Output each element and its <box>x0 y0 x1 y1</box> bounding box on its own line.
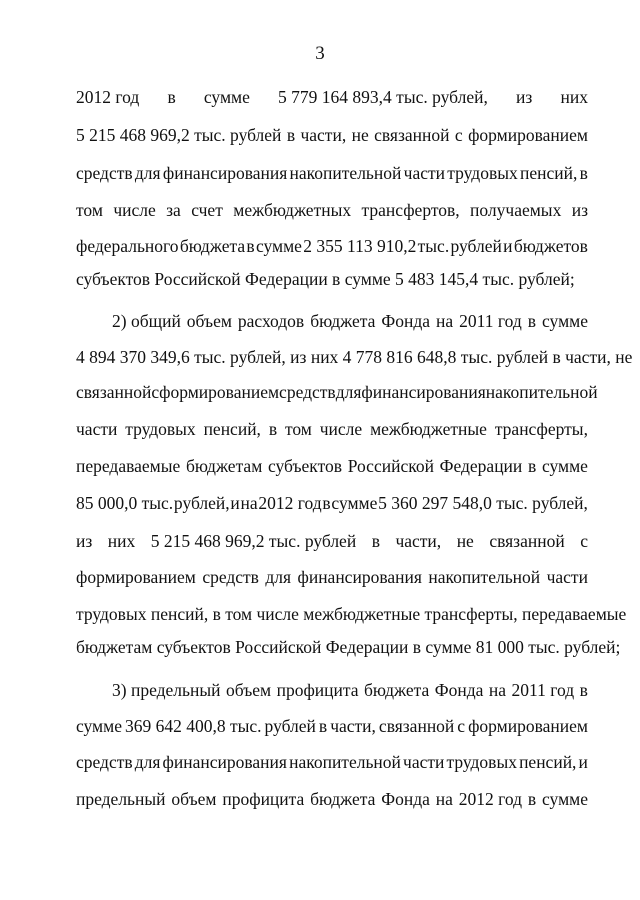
text-line <box>76 636 621 658</box>
text-fragment: рублей, <box>173 493 230 513</box>
text-fragment: объем <box>171 789 217 809</box>
text-fragment: предельный <box>76 789 166 809</box>
text-fragment: с <box>151 382 160 402</box>
text-fragment: трансфертов, <box>361 200 460 220</box>
text-line <box>76 788 588 810</box>
text-fragment: накопительной <box>289 752 401 772</box>
text-fragment: для <box>335 382 362 402</box>
text-fragment: трудовых <box>446 752 517 772</box>
text-fragment: в <box>527 789 537 809</box>
text-fragment: Федерации <box>439 456 523 476</box>
text-fragment: части <box>403 752 445 772</box>
text-fragment: трудовых <box>447 163 518 183</box>
text-fragment: части, <box>330 716 376 736</box>
paragraph-start-line <box>112 310 588 332</box>
text-fragment: с <box>580 531 588 551</box>
text-fragment: средств <box>76 163 133 183</box>
text-fragment: из <box>571 200 588 220</box>
text-fragment: бюджетам субъектов Российской Федерации в сумме 81 000 тыс. рублей; <box>76 637 621 657</box>
text-fragment: на <box>240 493 258 513</box>
text-fragment: средств <box>76 752 133 772</box>
text-fragment: и <box>578 752 588 772</box>
text-fragment: формированием <box>468 125 588 145</box>
text-fragment: 4 894 370 349,6 тыс. рублей, из них 4 778 816 648,8 тыс. рублей в части, не <box>76 347 633 367</box>
text-fragment: связанной <box>378 716 455 736</box>
text-fragment: в <box>246 236 255 256</box>
text-fragment: 5 360 297 548,0 тыс. рублей, <box>378 493 588 513</box>
text-line <box>76 124 588 146</box>
text-fragment: и <box>230 493 240 513</box>
text-fragment: бюджетов <box>513 236 588 256</box>
page-number: 3 <box>315 43 325 64</box>
text-line <box>76 603 627 625</box>
text-fragment: части <box>403 163 446 183</box>
text-fragment: 369 642 400,8 тыс. <box>124 716 262 736</box>
text-line <box>76 162 588 184</box>
text-fragment: для <box>134 163 161 183</box>
text-fragment: 2012 год <box>458 789 523 809</box>
text-fragment: федерального <box>76 236 179 256</box>
text-fragment: расходов <box>237 311 305 331</box>
text-fragment: трудовых <box>125 419 196 439</box>
text-line <box>76 566 588 588</box>
text-line <box>76 86 588 108</box>
text-fragment: 5 215 468 969,2 тыс. рублей <box>76 125 282 145</box>
text-fragment: сумме <box>203 87 250 107</box>
text-fragment: в <box>318 716 328 736</box>
text-fragment: на <box>435 789 453 809</box>
text-fragment: сумме <box>542 789 588 809</box>
text-fragment: за <box>166 200 181 220</box>
text-fragment: в <box>579 680 588 700</box>
text-line <box>76 199 588 221</box>
text-fragment: средств <box>202 567 259 587</box>
text-line <box>76 715 588 737</box>
text-fragment: бюджетам <box>185 456 263 476</box>
text-fragment: финансирования <box>361 382 486 402</box>
text-fragment: в <box>371 531 380 551</box>
text-fragment: на <box>488 680 507 700</box>
text-fragment: связанной <box>76 382 152 402</box>
text-fragment: Фонда <box>381 311 431 331</box>
text-fragment: субъектов <box>267 456 343 476</box>
text-fragment: бюджета <box>179 236 246 256</box>
text-fragment: трудовых пенсий, в том числе межбюджетные трансферты, передаваемые <box>76 604 627 624</box>
text-fragment: 2012 год <box>258 493 322 513</box>
text-line <box>76 346 633 368</box>
text-fragment: 3) предельный <box>112 680 221 700</box>
text-fragment: накопительной <box>485 382 598 402</box>
text-line <box>76 492 588 514</box>
text-fragment: передаваемые <box>76 456 181 476</box>
text-fragment: 2011 год <box>511 680 575 700</box>
text-fragment: части, <box>300 125 347 145</box>
text-fragment: том <box>284 419 312 439</box>
text-fragment: них <box>107 531 136 551</box>
text-fragment: сумме <box>331 493 378 513</box>
text-fragment: накопительной <box>428 567 541 587</box>
text-fragment: для <box>265 567 292 587</box>
text-line <box>76 751 588 773</box>
text-fragment: в <box>286 125 296 145</box>
text-fragment: формированием <box>468 716 588 736</box>
text-fragment: формированием <box>76 567 196 587</box>
text-fragment: 2) общий <box>112 311 181 331</box>
text-fragment: числе <box>319 419 363 439</box>
text-fragment: связанной <box>489 531 565 551</box>
text-fragment: формированием <box>159 382 280 402</box>
text-fragment: для <box>134 752 161 772</box>
text-fragment: и <box>503 236 513 256</box>
text-fragment: части <box>76 419 118 439</box>
text-fragment: не <box>351 125 369 145</box>
text-fragment: получаемых <box>470 200 562 220</box>
text-fragment: пенсий, <box>520 163 578 183</box>
text-fragment: из <box>516 87 533 107</box>
text-fragment: объем <box>186 311 232 331</box>
text-line <box>76 268 588 290</box>
text-fragment: связанной <box>374 125 450 145</box>
text-fragment: части <box>546 567 588 587</box>
text-fragment: 5 779 164 893,4 тыс. рублей, <box>278 87 488 107</box>
text-fragment: Фонда <box>381 789 430 809</box>
text-fragment: межбюджетные <box>370 419 487 439</box>
text-fragment: с <box>457 716 466 736</box>
text-fragment: трансферты, <box>494 419 588 439</box>
text-fragment: пенсий, <box>519 752 577 772</box>
text-fragment: на <box>436 311 454 331</box>
text-fragment: профицита <box>222 789 305 809</box>
text-fragment: тыс. <box>417 236 450 256</box>
text-fragment: 2 355 113 910,2 <box>303 236 417 256</box>
text-fragment: 2011 год <box>459 311 522 331</box>
text-fragment: средств <box>279 382 336 402</box>
text-fragment: бюджета <box>310 789 376 809</box>
text-fragment: Российской <box>347 456 434 476</box>
text-fragment: финансирования <box>297 567 422 587</box>
text-fragment: в <box>268 419 278 439</box>
text-fragment: из <box>76 531 93 551</box>
text-line <box>76 530 588 552</box>
text-fragment: бюджета <box>364 680 430 700</box>
text-fragment: в <box>167 87 176 107</box>
text-fragment: финансирования <box>162 163 288 183</box>
text-fragment: 2012 год <box>76 87 140 107</box>
text-fragment: них <box>560 87 588 107</box>
text-fragment: межбюджетных <box>233 200 352 220</box>
text-fragment: рублей <box>450 236 502 256</box>
text-fragment: в <box>579 163 588 183</box>
text-fragment: в <box>527 456 537 476</box>
text-fragment: Фонда <box>434 680 484 700</box>
text-fragment: 5 215 468 969,2 тыс. рублей <box>150 531 357 551</box>
text-fragment: сумме <box>542 311 588 331</box>
text-fragment: числе <box>113 200 156 220</box>
text-fragment: части, <box>395 531 442 551</box>
text-fragment: в <box>527 311 537 331</box>
text-fragment: рублей <box>264 716 316 736</box>
text-fragment: сумме <box>541 456 588 476</box>
text-fragment: с <box>454 125 463 145</box>
text-line <box>76 381 598 403</box>
text-fragment: счет <box>191 200 223 220</box>
text-fragment: финансирования <box>162 752 287 772</box>
text-fragment: бюджета <box>310 311 376 331</box>
text-line <box>76 418 588 440</box>
text-line <box>76 455 588 477</box>
text-fragment: в <box>322 493 331 513</box>
text-fragment: пенсий, <box>203 419 261 439</box>
text-fragment: субъектов Российской Федерации в сумме 5 483 145,4 тыс. рублей; <box>76 269 575 289</box>
paragraph-start-line <box>112 679 588 701</box>
text-fragment: 85 000,0 тыс. <box>76 493 174 513</box>
text-fragment: том <box>76 200 103 220</box>
text-fragment: не <box>456 531 474 551</box>
text-fragment: сумме <box>76 716 122 736</box>
text-fragment: накопительной <box>289 163 402 183</box>
text-line <box>76 235 588 257</box>
text-fragment: сумме <box>255 236 302 256</box>
text-fragment: объем <box>225 680 272 700</box>
text-fragment: профицита <box>276 680 359 700</box>
